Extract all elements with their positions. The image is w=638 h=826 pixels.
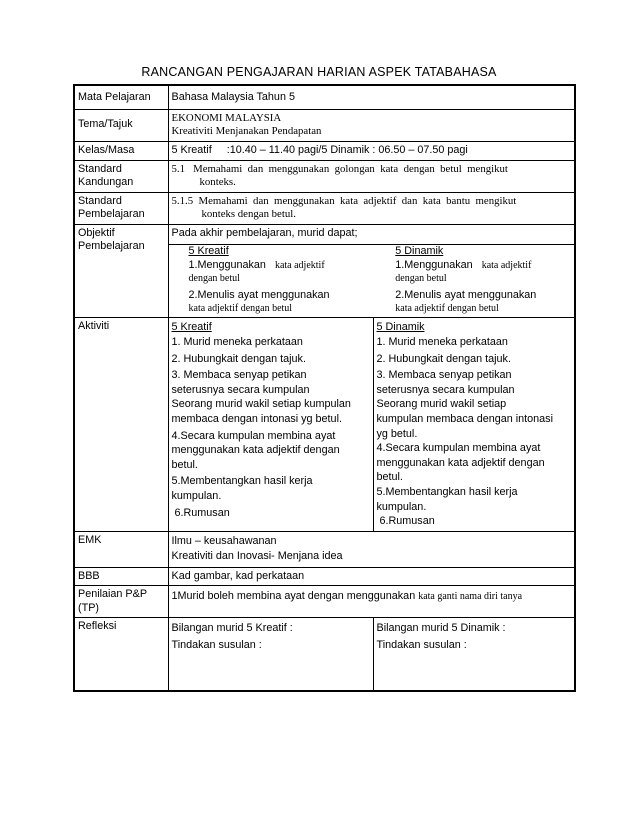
aktiviti-left-l8: menggunakan kata adjektif dengan xyxy=(171,444,340,457)
aktiviti-right-l7: yg betul. xyxy=(376,427,418,440)
objektif-right-o1 xyxy=(395,259,571,273)
sk-label-1: Standard xyxy=(78,162,122,175)
aktiviti-left-l5: Seorang murid wakil setiap kumpulan xyxy=(171,398,351,411)
refleksi-left-l1: Bilangan murid 5 Kreatif : xyxy=(171,622,293,635)
row-penilaian xyxy=(74,586,575,618)
aktiviti-right-l6: kumpulan membaca dengan intonasi xyxy=(376,413,553,426)
sp-line-1: 5.1.5 Memahami dan menggunakan kata adjektif dan kata bantu mengikut xyxy=(171,194,517,207)
aktiviti-right-l5: Seorang murid wakil setiap xyxy=(376,398,507,411)
value-objektif xyxy=(168,224,575,317)
objektif-right-head: 5 Dinamik xyxy=(395,245,444,257)
row-objektif xyxy=(74,224,575,317)
label-bbb: BBB xyxy=(74,567,168,586)
obj-label-2: Pembelajaran xyxy=(78,240,145,252)
sp-label-1: Standard xyxy=(78,194,122,207)
objektif-columns xyxy=(172,245,572,316)
row-emk xyxy=(74,531,575,567)
objektif-left-head: 5 Kreatif xyxy=(188,245,229,257)
aktiviti-left-l3: 3. Membaca senyap petikan xyxy=(171,369,307,382)
objektif-left-o1 xyxy=(189,259,372,273)
aktiviti-right-l12: kumpulan. xyxy=(376,500,427,513)
lesson-plan-table xyxy=(73,84,576,692)
refleksi-left-l2: Tindakan susulan : xyxy=(171,639,262,652)
obj-label-1: Objektif xyxy=(78,226,115,239)
row-aktiviti xyxy=(74,317,575,531)
label-penilaian xyxy=(74,586,168,618)
value-tema xyxy=(168,109,575,141)
page-title: RANCANGAN PENGAJARAN HARIAN ASPEK TATABAHASA xyxy=(141,65,497,79)
penilaian-value-b: kata ganti nama diri tanya xyxy=(418,591,523,603)
label-mata-pelajaran: Mata Pelajaran xyxy=(74,85,168,109)
aktiviti-right-l9: menggunakan kata adjektif dengan xyxy=(376,456,545,469)
aktiviti-left-l9: betul. xyxy=(171,458,198,471)
aktiviti-right-head: 5 Dinamik xyxy=(376,320,425,333)
sk-label-2: Kandungan xyxy=(78,176,134,188)
sp-label-2: Pembelajaran xyxy=(78,208,145,220)
aktiviti-left-l6: membaca dengan intonasi yg betul. xyxy=(171,413,342,426)
objektif-right-o1c: dengan betul xyxy=(395,273,447,284)
objektif-right-o2a: 2.Menulis ayat menggunakan xyxy=(395,288,537,301)
value-bbb: Kad gambar, kad perkataan xyxy=(168,567,575,586)
objektif-right xyxy=(371,245,571,316)
refleksi-right-l2: Tindakan susulan : xyxy=(376,639,467,652)
value-standard-pembelajaran xyxy=(168,192,575,224)
aktiviti-left xyxy=(168,317,373,531)
aktiviti-right-l10: betul. xyxy=(376,471,403,484)
objektif-right-o1b: kata adjektif xyxy=(481,259,532,271)
aktiviti-right-l2: 2. Hubungkait dengan tajuk. xyxy=(376,352,511,365)
aktiviti-right-l8: 4.Secara kumpulan membina ayat xyxy=(376,442,541,455)
emk-line-1: Ilmu – keusahawanan xyxy=(171,534,277,547)
objektif-intro: Pada akhir pembelajaran, murid dapat; xyxy=(171,226,358,239)
value-mata-pelajaran: Bahasa Malaysia Tahun 5 xyxy=(168,85,575,109)
aktiviti-left-l10: 5.Membentangkan hasil kerja xyxy=(171,475,313,488)
row-standard-kandungan xyxy=(74,160,575,192)
objektif-right-o1a: 1.Menggunakan xyxy=(395,258,473,271)
label-emk: EMK xyxy=(74,531,168,567)
aktiviti-left-l2: 2. Hubungkait dengan tajuk. xyxy=(171,352,306,365)
label-tema: Tema/Tajuk xyxy=(74,109,168,141)
label-standard-kandungan xyxy=(74,160,168,192)
objektif-left-o1c: dengan betul xyxy=(188,273,240,284)
row-standard-pembelajaran xyxy=(74,192,575,224)
aktiviti-left-l12: 6.Rumusan xyxy=(174,506,230,519)
label-objektif xyxy=(74,224,168,317)
aktiviti-left-head: 5 Kreatif xyxy=(171,320,212,333)
penilaian-label-2: (TP) xyxy=(78,601,99,614)
penilaian-label-1: Penilaian P&P xyxy=(78,588,148,601)
value-standard-kandungan xyxy=(168,160,575,192)
objektif-left-o1b: kata adjektif xyxy=(274,259,325,271)
value-penilaian xyxy=(168,586,575,618)
row-bbb xyxy=(74,567,575,586)
row-kelas xyxy=(74,141,575,160)
sp-line-2: konteks dengan betul. xyxy=(201,208,296,220)
aktiviti-right xyxy=(373,317,575,531)
label-aktiviti: Aktiviti xyxy=(74,317,168,531)
value-emk xyxy=(168,531,575,567)
refleksi-right-l1: Bilangan murid 5 Dinamik : xyxy=(376,622,506,635)
sk-line-1: 5.1 Memahami dan menggunakan golongan kata dengan betul mengikut xyxy=(171,162,508,175)
objektif-left xyxy=(172,245,372,316)
objektif-left-o1a: 1.Menggunakan xyxy=(188,258,266,271)
tema-line-1: EKONOMI MALAYSIA xyxy=(171,111,282,124)
row-tema xyxy=(74,109,575,141)
aktiviti-right-l3: 3. Membaca senyap petikan xyxy=(376,369,512,382)
emk-line-2: Kreativiti dan Inovasi- Menjana idea xyxy=(171,549,343,562)
refleksi-right xyxy=(373,618,575,691)
aktiviti-left-l1: 1. Murid meneka perkataan xyxy=(171,336,303,349)
penilaian-value-a: 1Murid boleh membina ayat dengan menggunakan xyxy=(171,590,416,603)
label-kelas: Kelas/Masa xyxy=(74,141,168,160)
row-mata-pelajaran xyxy=(74,85,575,109)
aktiviti-right-l4: seterusnya secara kumpulan xyxy=(376,383,515,396)
aktiviti-right-l13: 6.Rumusan xyxy=(379,515,435,528)
label-refleksi: Refleksi xyxy=(74,618,168,691)
aktiviti-right-l1: 1. Murid meneka perkataan xyxy=(376,336,508,349)
objektif-left-o2a: 2.Menulis ayat menggunakan xyxy=(188,288,330,301)
aktiviti-left-l11: kumpulan. xyxy=(171,490,222,503)
value-kelas: 5 Kreatif :10.40 – 11.40 pagi/5 Dinamik : 06.50 – 07.50 pagi xyxy=(168,141,575,160)
objektif-left-o2b: kata adjektif dengan betul xyxy=(188,303,293,314)
objektif-right-o2b: kata adjektif dengan betul xyxy=(395,303,499,314)
sk-line-2: konteks. xyxy=(199,176,236,188)
row-refleksi xyxy=(74,618,575,691)
aktiviti-left-l4: seterusnya secara kumpulan xyxy=(171,383,310,396)
refleksi-left xyxy=(168,618,373,691)
aktiviti-right-l11: 5.Membentangkan hasil kerja xyxy=(376,486,518,499)
aktiviti-left-l7: 4.Secara kumpulan membina ayat xyxy=(171,429,336,442)
tema-line-2: Kreativiti Menjanakan Pendapatan xyxy=(171,125,322,137)
label-standard-pembelajaran xyxy=(74,192,168,224)
